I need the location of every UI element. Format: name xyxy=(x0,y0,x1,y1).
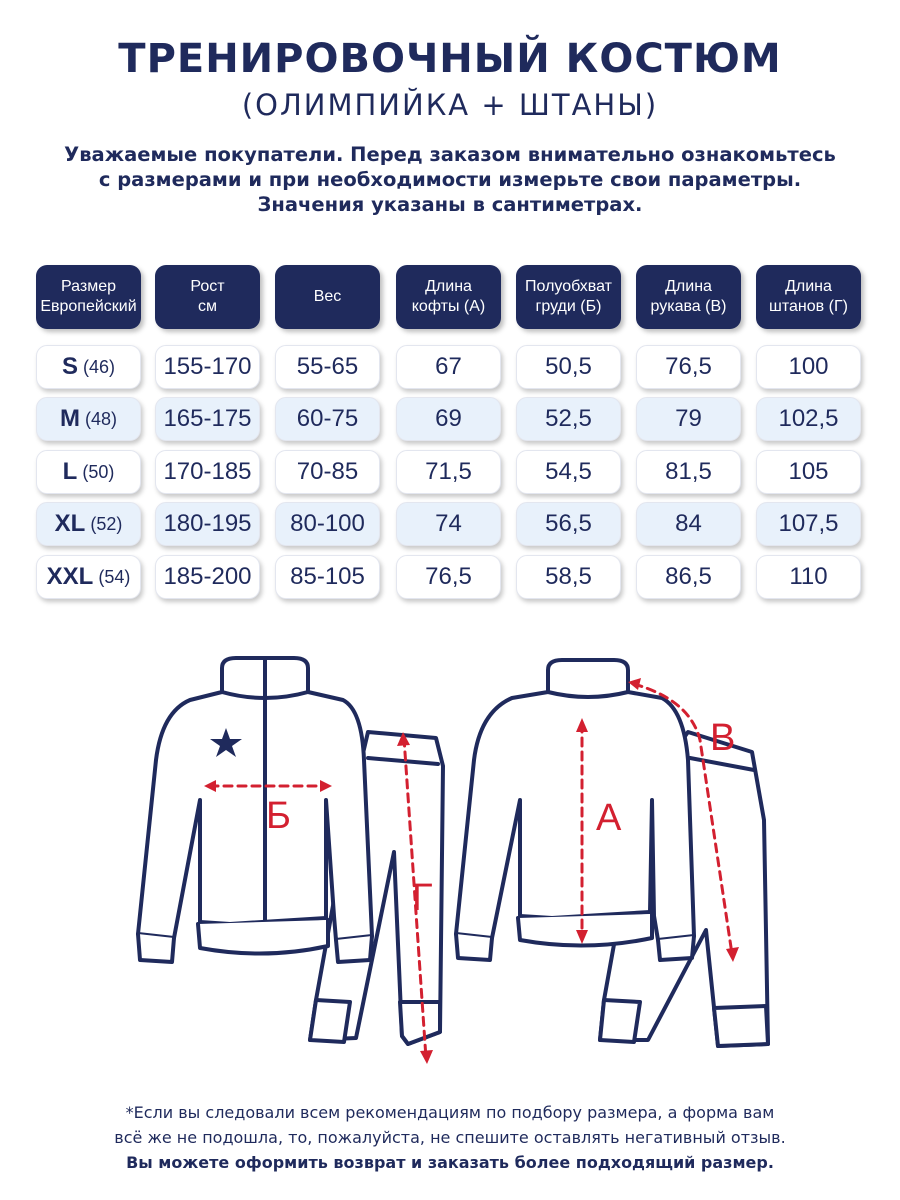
trousers-label: Г xyxy=(412,877,433,919)
table-cell: 155-170 xyxy=(155,345,260,389)
table-cell: 80-100 xyxy=(275,502,380,546)
table-cell: 165-175 xyxy=(155,397,260,441)
footer-line: *Если вы следовали всем рекомендациям по подбору размера, а форма вам xyxy=(125,1103,775,1122)
intro-line: Уважаемые покупатели. Перед заказом внимательно ознакомьтесь xyxy=(64,143,836,166)
arrowhead xyxy=(420,1050,433,1064)
size-letter: XXL xyxy=(46,563,94,590)
size-number: (54) xyxy=(98,566,131,587)
table-cell: 170-185 xyxy=(155,450,260,494)
size-cell xyxy=(36,555,141,599)
table-cell: 81,5 xyxy=(636,450,741,494)
size-number: (46) xyxy=(83,356,116,377)
footer-line: всё же не подошла, то, пожалуйста, не спешите оставлять негативный отзыв. xyxy=(114,1128,786,1147)
header-sleeve: Длина рукава (В) xyxy=(636,265,741,329)
garment-diagram xyxy=(0,640,900,1080)
table-cell: 58,5 xyxy=(516,555,621,599)
table-cell: 70-85 xyxy=(275,450,380,494)
size-number: (50) xyxy=(82,461,115,482)
back-jacket xyxy=(456,660,694,960)
intro-text xyxy=(0,142,900,217)
table-cell: 79 xyxy=(636,397,741,441)
table-cell: 50,5 xyxy=(516,345,621,389)
sleeve-label: В xyxy=(710,717,736,759)
size-number: (52) xyxy=(90,513,123,534)
size-letter: XL xyxy=(54,510,86,537)
header-chest: Полуобхват груди (Б) xyxy=(516,265,621,329)
front-jacket xyxy=(138,658,372,962)
header-height: Рост см xyxy=(155,265,260,329)
page-title: ТРЕНИРОВОЧНЫЙ КОСТЮМ xyxy=(118,36,782,82)
table-cell: 67 xyxy=(396,345,501,389)
page-subtitle: (ОЛИМПИЙКА + ШТАНЫ) xyxy=(241,88,659,122)
table-cell: 76,5 xyxy=(636,345,741,389)
footer-bold-line: Вы можете оформить возврат и заказать более подходящий размер. xyxy=(126,1153,774,1172)
table-cell: 69 xyxy=(396,397,501,441)
table-cell: 84 xyxy=(636,502,741,546)
table-cell: 74 xyxy=(396,502,501,546)
table-cell: 102,5 xyxy=(756,397,861,441)
table-cell: 60-75 xyxy=(275,397,380,441)
table-cell: 185-200 xyxy=(155,555,260,599)
table-cell: 110 xyxy=(756,555,861,599)
header-weight: Вес xyxy=(275,265,380,329)
size-cell xyxy=(36,450,141,494)
header-size: Размер Европейский xyxy=(36,265,141,329)
size-cell xyxy=(36,502,141,546)
chest-label: Б xyxy=(266,795,291,837)
size-letter: L xyxy=(62,458,78,485)
size-letter: M xyxy=(59,405,80,432)
table-cell: 52,5 xyxy=(516,397,621,441)
footer-note xyxy=(0,1100,900,1175)
table-cell: 86,5 xyxy=(636,555,741,599)
table-cell: 100 xyxy=(756,345,861,389)
table-cell: 55-65 xyxy=(275,345,380,389)
intro-line: Значения указаны в сантиметрах. xyxy=(257,193,643,216)
table-cell: 56,5 xyxy=(516,502,621,546)
header-jacket-length: Длина кофты (А) xyxy=(396,265,501,329)
table-cell: 76,5 xyxy=(396,555,501,599)
table-cell: 180-195 xyxy=(155,502,260,546)
header-trousers: Длина штанов (Г) xyxy=(756,265,861,329)
size-letter: S xyxy=(61,353,78,380)
jacket-length-label: А xyxy=(596,797,622,839)
table-cell: 85-105 xyxy=(275,555,380,599)
table-cell: 105 xyxy=(756,450,861,494)
table-cell: 54,5 xyxy=(516,450,621,494)
size-number: (48) xyxy=(84,408,117,429)
size-cell xyxy=(36,345,141,389)
table-cell: 107,5 xyxy=(756,502,861,546)
intro-line: с размерами и при необходимости измерьте свои параметры. xyxy=(98,168,802,191)
size-cell xyxy=(36,397,141,441)
table-cell: 71,5 xyxy=(396,450,501,494)
